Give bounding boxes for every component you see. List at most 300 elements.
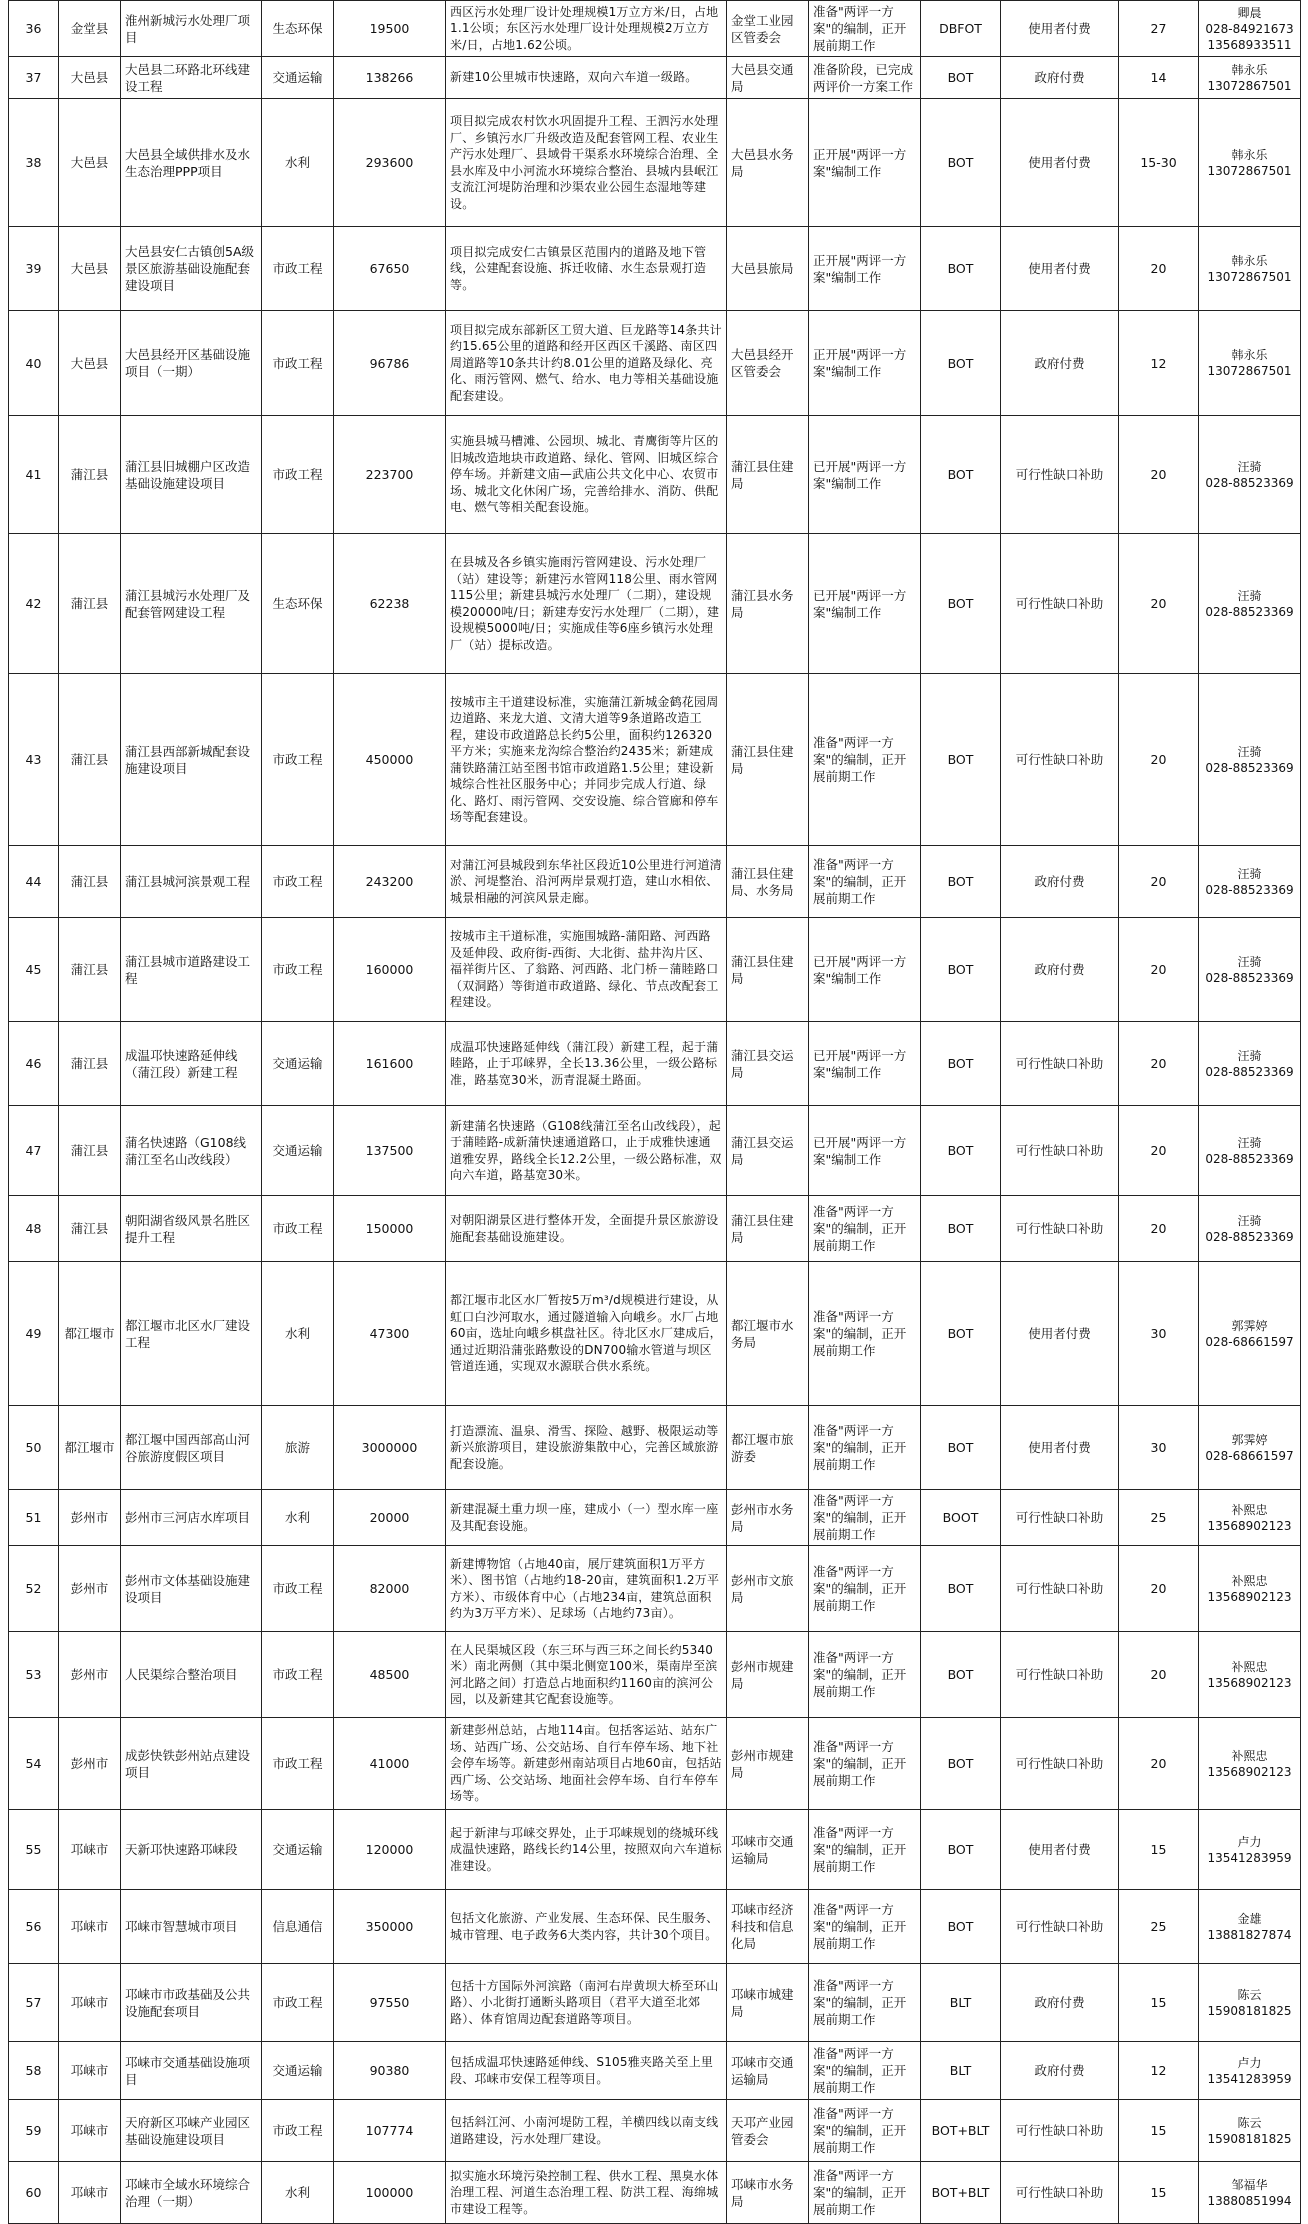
cell-contact [1199,1490,1301,1546]
cell-agency: 彭州市规建局 [727,1718,809,1810]
cell-payment: 可行性缺口补助 [1001,1546,1119,1632]
cell-content: 新建10公里城市快速路，双向六车道一级路。 [446,57,727,99]
cell-county: 邛崃市 [59,1890,121,1964]
cell-mode: BOT [921,57,1001,99]
cell-payment: 使用者付费 [1001,1810,1119,1890]
cell-sector: 旅游 [262,1406,334,1490]
cell-term: 20 [1119,1106,1199,1196]
cell-content: 包括十方国际外河滨路（南河右岸黄坝大桥至环山路）、小北街打通断头路项目（君平大道至北郊路）、体育馆周边配套道路等项目。 [446,1964,727,2042]
cell-content: 拟实施水环境污染控制工程、供水工程、黑臭水体治理工程、河道生态治理工程、防洪工程、海绵城市建设工程等。 [446,2162,727,2224]
cell-county: 大邑县 [59,227,121,311]
cell-contact [1199,99,1301,227]
cell-investment: 97550 [334,1964,446,2042]
cell-mode: BOT [921,1546,1001,1632]
cell-mode: BOT [921,1406,1001,1490]
cell-no: 41 [9,416,59,534]
cell-content: 新建蒲名快速路（G108线蒲江至名山改线段），起于蒲睦路-成新蒲快速通道路口，止于成雅快速通道雅安界，路线全长12.2公里，一级公路标准，双向六车道，路基宽30米。 [446,1106,727,1196]
table-row [9,2162,1301,2224]
contact-phone: 13541283959 [1207,2071,1292,2086]
cell-agency: 大邑县旅局 [727,227,809,311]
cell-progress: 准备"两评一方案"的编制，正开展前期工作 [809,1196,921,1262]
cell-payment: 可行性缺口补助 [1001,2100,1119,2162]
table-row [9,1632,1301,1718]
cell-sector: 市政工程 [262,1632,334,1718]
cell-content: 西区污水处理厂设计处理规模1万立方米/日，占地1.1公顷；东区污水处理厂设计处理规模2万立方米/日，占地1.62公顷。 [446,1,727,57]
cell-term: 15 [1119,1964,1199,2042]
cell-no: 37 [9,57,59,99]
contact-name: 陈云 [1237,1987,1262,2002]
cell-agency: 大邑县交通局 [727,57,809,99]
contact-phone: 13072867501 [1207,78,1292,93]
cell-sector: 交通运输 [262,2042,334,2100]
cell-content: 项目拟完成东部新区工贸大道、巨龙路等14条共计约15.65公里的道路和经开区西区千溪路、南区四周道路等10条共计约8.01公里的道路及绿化、亮化、雨污管网、燃气、给水、电力等相关基础设施配套建设。 [446,311,727,416]
cell-progress: 准备"两评一方案"的编制，正开展前期工作 [809,1,921,57]
cell-investment: 243200 [334,846,446,918]
cell-investment: 41000 [334,1718,446,1810]
cell-county: 大邑县 [59,311,121,416]
cell-mode: BOT [921,674,1001,846]
cell-project-name: 大邑县经开区基础设施项目（一期） [121,311,262,416]
contact-phone: 15908181825 [1207,2003,1292,2018]
cell-progress: 准备"两评一方案"的编制，正开展前期工作 [809,1546,921,1632]
cell-progress: 准备"两评一方案"的编制，正开展前期工作 [809,1632,921,1718]
contact-phone: 028-68661597 [1205,1334,1294,1349]
contact-phone: 028-88523369 [1205,1064,1294,1079]
cell-term: 20 [1119,1718,1199,1810]
project-table-sheet [8,0,1300,2224]
contact-name: 汪骑 [1237,866,1262,881]
cell-term: 15 [1119,1810,1199,1890]
cell-agency: 蒲江县住建局 [727,674,809,846]
cell-contact [1199,1718,1301,1810]
cell-mode: BOT [921,416,1001,534]
cell-project-name: 都江堰市北区水厂建设工程 [121,1262,262,1406]
cell-contact [1199,1196,1301,1262]
cell-contact [1199,674,1301,846]
cell-contact [1199,1406,1301,1490]
cell-investment: 48500 [334,1632,446,1718]
cell-agency: 蒲江县住建局 [727,1196,809,1262]
cell-project-name: 大邑县安仁古镇创5A级景区旅游基础设施配套建设项目 [121,227,262,311]
table-row [9,1196,1301,1262]
cell-agency: 蒲江县住建局 [727,918,809,1022]
cell-project-name: 蒲名快速路（G108线蒲江至名山改线段） [121,1106,262,1196]
cell-sector: 水利 [262,1262,334,1406]
cell-progress: 正开展"两评一方案"编制工作 [809,311,921,416]
cell-no: 38 [9,99,59,227]
cell-contact [1199,311,1301,416]
cell-content: 项目拟完成安仁古镇景区范围内的道路及地下管线，公建配套设施、拆迁收储、水生态景观打造等。 [446,227,727,311]
cell-no: 44 [9,846,59,918]
cell-payment: 使用者付费 [1001,99,1119,227]
table-row [9,534,1301,674]
cell-no: 45 [9,918,59,1022]
table-row [9,674,1301,846]
cell-content: 对蒲江河县城段到东华社区段近10公里进行河道清淤、河堤整治、沿河两岸景观打造，建山水相依、城景相融的河滨风景走廊。 [446,846,727,918]
cell-agency: 邛崃市经济科技和信息化局 [727,1890,809,1964]
cell-project-name: 淮州新城污水处理厂项目 [121,1,262,57]
cell-contact [1199,1,1301,57]
cell-mode: BOT [921,1022,1001,1106]
cell-county: 金堂县 [59,1,121,57]
cell-investment: 223700 [334,416,446,534]
cell-county: 蒲江县 [59,534,121,674]
cell-sector: 交通运输 [262,1810,334,1890]
cell-term: 25 [1119,1890,1199,1964]
cell-sector: 市政工程 [262,918,334,1022]
table-row [9,1964,1301,2042]
cell-payment: 可行性缺口补助 [1001,1632,1119,1718]
contact-name: 韩永乐 [1231,348,1268,362]
cell-contact [1199,1890,1301,1964]
cell-progress: 准备"两评一方案"的编制，正开展前期工作 [809,846,921,918]
table-row [9,99,1301,227]
cell-progress: 准备"两评一方案"的编制，正开展前期工作 [809,674,921,846]
cell-payment: 使用者付费 [1001,1262,1119,1406]
cell-agency: 蒲江县交运局 [727,1022,809,1106]
cell-mode: BOT [921,918,1001,1022]
cell-sector: 生态环保 [262,1,334,57]
cell-agency: 邛崃市交通运输局 [727,1810,809,1890]
cell-payment: 可行性缺口补助 [1001,674,1119,846]
cell-investment: 20000 [334,1490,446,1546]
cell-mode: BOT [921,534,1001,674]
contact-name: 韩永乐 [1231,62,1268,77]
cell-sector: 市政工程 [262,1964,334,2042]
cell-mode: BOT [921,1810,1001,1890]
contact-name: 汪骑 [1237,1135,1262,1150]
cell-progress: 已开展"两评一方案"编制工作 [809,534,921,674]
cell-county: 彭州市 [59,1490,121,1546]
cell-investment: 161600 [334,1022,446,1106]
cell-payment: 政府付费 [1001,1964,1119,2042]
cell-contact [1199,227,1301,311]
cell-project-name: 人民渠综合整治项目 [121,1632,262,1718]
cell-county: 彭州市 [59,1718,121,1810]
cell-agency: 蒲江县水务局 [727,534,809,674]
contact-name: 汪骑 [1237,1048,1262,1063]
cell-no: 43 [9,674,59,846]
cell-payment: 使用者付费 [1001,1,1119,57]
cell-investment: 107774 [334,2100,446,2162]
project-table [8,0,1301,2224]
cell-sector: 市政工程 [262,846,334,918]
cell-county: 蒲江县 [59,1106,121,1196]
cell-no: 53 [9,1632,59,1718]
cell-sector: 市政工程 [262,674,334,846]
contact-phone: 028-88523369 [1205,760,1294,775]
cell-contact [1199,846,1301,918]
cell-mode: BOT+BLT [921,2162,1001,2224]
cell-term: 20 [1119,534,1199,674]
cell-contact [1199,1106,1301,1196]
contact-name: 汪骑 [1237,1213,1262,1228]
cell-payment: 政府付费 [1001,918,1119,1022]
cell-mode: BOT+BLT [921,2100,1001,2162]
cell-payment: 可行性缺口补助 [1001,1196,1119,1262]
cell-payment: 使用者付费 [1001,227,1119,311]
cell-county: 邛崃市 [59,2100,121,2162]
cell-payment: 可行性缺口补助 [1001,534,1119,674]
cell-investment: 293600 [334,99,446,227]
contact-phone: 13568902123 [1207,1675,1292,1690]
cell-payment: 可行性缺口补助 [1001,1718,1119,1810]
cell-mode: BOT [921,227,1001,311]
cell-content: 项目拟完成农村饮水巩固提升工程、王泗污水处理厂、乡镇污水厂升级改造及配套管网工程、农业生产污水处理厂、县域骨干渠系水环境综合治理、全县水库及中小河流水环境综合整治、县城内县岷江支流江河堤防治理和沙渠农业公园生态湿地等建设。 [446,99,727,227]
cell-project-name: 蒲江县城河滨景观工程 [121,846,262,918]
contact-name: 补熙忠 [1231,1748,1268,1763]
contact-name: 金雄 [1237,1911,1262,1926]
cell-agency: 邛崃市城建局 [727,1964,809,2042]
contact-phone: 028-88523369 [1205,1229,1294,1244]
contact-phone: 028-88523369 [1205,882,1294,897]
cell-term: 20 [1119,674,1199,846]
cell-mode: BOOT [921,1490,1001,1546]
cell-progress: 准备"两评一方案"的编制，正开展前期工作 [809,1964,921,2042]
cell-investment: 100000 [334,2162,446,2224]
contact-phone: 13072867501 [1207,269,1292,284]
cell-progress: 已开展"两评一方案"编制工作 [809,416,921,534]
table-row [9,1890,1301,1964]
cell-progress: 准备"两评一方案"的编制，正开展前期工作 [809,1262,921,1406]
table-row [9,416,1301,534]
contact-name: 陈云 [1237,2115,1262,2130]
cell-project-name: 邛崃市全域水环境综合治理（一期） [121,2162,262,2224]
cell-payment: 可行性缺口补助 [1001,2162,1119,2224]
cell-contact [1199,416,1301,534]
contact-phone: 13072867501 [1207,163,1292,178]
cell-project-name: 朝阳湖省级风景名胜区提升工程 [121,1196,262,1262]
cell-term: 20 [1119,227,1199,311]
cell-project-name: 成彭快铁彭州站点建设项目 [121,1718,262,1810]
cell-progress: 准备"两评一方案"的编制，正开展前期工作 [809,1406,921,1490]
contact-name: 补熙忠 [1231,1659,1268,1674]
cell-contact [1199,1022,1301,1106]
cell-county: 邛崃市 [59,1810,121,1890]
cell-term: 12 [1119,2042,1199,2100]
cell-sector: 生态环保 [262,534,334,674]
cell-progress: 准备"两评一方案"的编制，正开展前期工作 [809,1490,921,1546]
cell-sector: 市政工程 [262,1196,334,1262]
cell-term: 15 [1119,2162,1199,2224]
cell-agency: 天邛产业园管委会 [727,2100,809,2162]
cell-payment: 可行性缺口补助 [1001,1490,1119,1546]
cell-project-name: 蒲江县城污水处理厂及配套管网建设工程 [121,534,262,674]
cell-term: 20 [1119,1196,1199,1262]
cell-project-name: 彭州市三河店水库项目 [121,1490,262,1546]
cell-content: 包括成温邛快速路延伸线、S105雅夹路关至上里段、邛崃市安保工程等项目。 [446,2042,727,2100]
cell-county: 蒲江县 [59,846,121,918]
cell-progress: 准备"两评一方案"的编制，正开展前期工作 [809,1890,921,1964]
cell-mode: BOT [921,1196,1001,1262]
cell-term: 15-30 [1119,99,1199,227]
cell-project-name: 蒲江县西部新城配套设施建设项目 [121,674,262,846]
table-row [9,227,1301,311]
contact-name: 卿晨 [1237,5,1262,20]
cell-county: 邛崃市 [59,2042,121,2100]
cell-mode: BLT [921,1964,1001,2042]
table-row [9,1810,1301,1890]
cell-content: 按城市主干道建设标准，实施蒲江新城金鹤花园周边道路、来龙大道、文清大道等9条道路改造工程，建设市政道路总长约5公里，面积约126320平方米；实施来龙沟综合整治约2435米；新建成蒲铁路蒲江站至图书馆市政道路1.5公里；建设新城综合性社区服务中心；并同步完成人行道、绿化、路灯、雨污管网、交安设施、综合管廊和停车场等配套建设。 [446,674,727,846]
contact-phone: 13568902123 [1207,1589,1292,1604]
cell-no: 48 [9,1196,59,1262]
cell-progress: 准备"两评一方案"的编制，正开展前期工作 [809,2100,921,2162]
table-row [9,2100,1301,2162]
cell-county: 大邑县 [59,99,121,227]
table-row [9,311,1301,416]
cell-contact [1199,1546,1301,1632]
contact-phone: 028-84921673 13568933511 [1205,21,1294,52]
cell-content: 新建混凝土重力坝一座，建成小（一）型水库一座及其配套设施。 [446,1490,727,1546]
cell-county: 都江堰市 [59,1406,121,1490]
cell-investment: 90380 [334,2042,446,2100]
cell-term: 20 [1119,1632,1199,1718]
table-row [9,1,1301,57]
cell-county: 大邑县 [59,57,121,99]
cell-term: 30 [1119,1406,1199,1490]
cell-sector: 市政工程 [262,311,334,416]
cell-progress: 已开展"两评一方案"编制工作 [809,1022,921,1106]
cell-content: 新建博物馆（占地40亩，展厅建筑面积1万平方米）、图书馆（占地约18-20亩，建筑面积1.2万平方米）、市级体育中心（占地234亩，建筑总面积约为3万平方米）、足球场（占地约73亩）。 [446,1546,727,1632]
cell-mode: BOT [921,1262,1001,1406]
cell-progress: 正开展"两评一方案"编制工作 [809,99,921,227]
cell-project-name: 蒲江县城市道路建设工程 [121,918,262,1022]
contact-name: 卢力 [1237,2055,1262,2070]
table-row [9,2042,1301,2100]
table-row [9,846,1301,918]
table-row [9,57,1301,99]
cell-county: 彭州市 [59,1632,121,1718]
cell-no: 52 [9,1546,59,1632]
cell-mode: BOT [921,1718,1001,1810]
cell-no: 60 [9,2162,59,2224]
cell-progress: 准备"两评一方案"的编制，正开展前期工作 [809,2042,921,2100]
cell-term: 20 [1119,918,1199,1022]
cell-mode: BOT [921,1890,1001,1964]
table-row [9,1490,1301,1546]
cell-term: 20 [1119,416,1199,534]
cell-content: 包括斜江河、小南河堤防工程，羊横四线以南支线道路建设，污水处理厂建设。 [446,2100,727,2162]
contact-phone: 13881827874 [1207,1927,1292,1942]
cell-sector: 市政工程 [262,1718,334,1810]
cell-mode: BLT [921,2042,1001,2100]
table-row [9,1022,1301,1106]
contact-name: 卢力 [1237,1834,1262,1849]
cell-progress: 准备"两评一方案"的编制，正开展前期工作 [809,1718,921,1810]
cell-sector: 市政工程 [262,1546,334,1632]
cell-mode: BOT [921,1106,1001,1196]
cell-investment: 137500 [334,1106,446,1196]
cell-term: 25 [1119,1490,1199,1546]
cell-content: 在人民渠城区段（东三环与西三环之间长约5340米）南北两侧（其中渠北侧宽100米，渠南岸至滨河北路之间）打造总占地面积约1160亩的滨河公园，以及新建其它配套设施等。 [446,1632,727,1718]
cell-sector: 水利 [262,2162,334,2224]
cell-agency: 蒲江县住建局、水务局 [727,846,809,918]
contact-phone: 13880851994 [1207,2193,1292,2208]
cell-term: 20 [1119,1546,1199,1632]
cell-project-name: 都江堰中国西部高山河谷旅游度假区项目 [121,1406,262,1490]
cell-agency: 彭州市文旅局 [727,1546,809,1632]
cell-no: 39 [9,227,59,311]
contact-phone: 028-88523369 [1205,604,1294,619]
cell-payment: 可行性缺口补助 [1001,1106,1119,1196]
cell-investment: 47300 [334,1262,446,1406]
cell-no: 47 [9,1106,59,1196]
cell-no: 46 [9,1022,59,1106]
cell-payment: 政府付费 [1001,57,1119,99]
cell-contact [1199,2100,1301,2162]
contact-name: 郭霁婷 [1231,1432,1268,1447]
cell-contact [1199,534,1301,674]
cell-progress: 准备"两评一方案"的编制，正开展前期工作 [809,2162,921,2224]
cell-contact [1199,2162,1301,2224]
cell-county: 邛崃市 [59,1964,121,2042]
cell-content: 在县城及各乡镇实施雨污管网建设、污水处理厂（站）建设等；新建污水管网118公里、雨水管网115公里；新建县城污水处理厂（二期），建设规模20000吨/日；新建寿安污水处理厂（二期），建设规模5000吨/日；实施成佳等6座乡镇污水处理厂（站）提标改造。 [446,534,727,674]
cell-payment: 政府付费 [1001,311,1119,416]
cell-project-name: 邛崃市智慧城市项目 [121,1890,262,1964]
table-row [9,1406,1301,1490]
contact-phone: 028-88523369 [1205,970,1294,985]
cell-agency: 蒲江县住建局 [727,416,809,534]
cell-contact [1199,1964,1301,2042]
contact-name: 汪骑 [1237,588,1262,603]
cell-agency: 邛崃市交通运输局 [727,2042,809,2100]
cell-mode: DBFOT [921,1,1001,57]
cell-no: 57 [9,1964,59,2042]
cell-term: 30 [1119,1262,1199,1406]
cell-term: 20 [1119,1022,1199,1106]
cell-payment: 使用者付费 [1001,1406,1119,1490]
cell-mode: BOT [921,1632,1001,1718]
cell-project-name: 大邑县二环路北环线建设工程 [121,57,262,99]
cell-agency: 都江堰市旅游委 [727,1406,809,1490]
cell-mode: BOT [921,99,1001,227]
cell-payment: 可行性缺口补助 [1001,1022,1119,1106]
cell-term: 20 [1119,846,1199,918]
cell-no: 49 [9,1262,59,1406]
cell-county: 彭州市 [59,1546,121,1632]
table-row [9,1718,1301,1810]
contact-name: 补熙忠 [1231,1573,1268,1588]
cell-payment: 政府付费 [1001,846,1119,918]
contact-name: 汪骑 [1237,744,1262,759]
cell-project-name: 彭州市文体基础设施建设项目 [121,1546,262,1632]
cell-mode: BOT [921,311,1001,416]
cell-no: 40 [9,311,59,416]
cell-content: 新建彭州总站，占地114亩。包括客运站、站东广场、站西广场、公交站场、自行车停车场、地下社会停车场等。新建彭州南站项目占地60亩，包括站西广场、公交站场、地面社会停车场、自行车停车场等。 [446,1718,727,1810]
cell-agency: 蒲江县交运局 [727,1106,809,1196]
cell-progress: 准备阶段，已完成两评价一方案工作 [809,57,921,99]
cell-progress: 已开展"两评一方案"编制工作 [809,918,921,1022]
contact-phone: 13072867501 [1207,364,1292,378]
contact-phone: 028-88523369 [1205,1151,1294,1166]
cell-investment: 450000 [334,674,446,846]
cell-contact [1199,1632,1301,1718]
cell-term: 12 [1119,311,1199,416]
cell-investment: 350000 [334,1890,446,1964]
cell-investment: 96786 [334,311,446,416]
cell-sector: 市政工程 [262,2100,334,2162]
cell-sector: 信息通信 [262,1890,334,1964]
cell-no: 54 [9,1718,59,1810]
cell-contact [1199,918,1301,1022]
cell-investment: 62238 [334,534,446,674]
contact-name: 汪骑 [1237,954,1262,969]
cell-content: 都江堰市北区水厂暂按5万m³/d规模进行建设，从虹口白沙河取水，通过隧道输入向峨乡。水厂占地60亩，选址向峨乡棋盘社区。待北区水厂建成后，通过近期沿蒲张路敷设的DN700输水管道与坝区管道连通，实现双水源联合供水系统。 [446,1262,727,1406]
cell-investment: 160000 [334,918,446,1022]
cell-agency: 都江堰市水务局 [727,1262,809,1406]
cell-content: 按城市主干道标准，实施围城路-蒲阳路、河西路及延伸段、政府街-西街、大北街、盐井沟片区、福祥街片区、了翁路、河西路、北门桥－蒲睦路口（双洞路）等街道市政道路、绿化、节点改配套工程建设。 [446,918,727,1022]
cell-term: 15 [1119,2100,1199,2162]
